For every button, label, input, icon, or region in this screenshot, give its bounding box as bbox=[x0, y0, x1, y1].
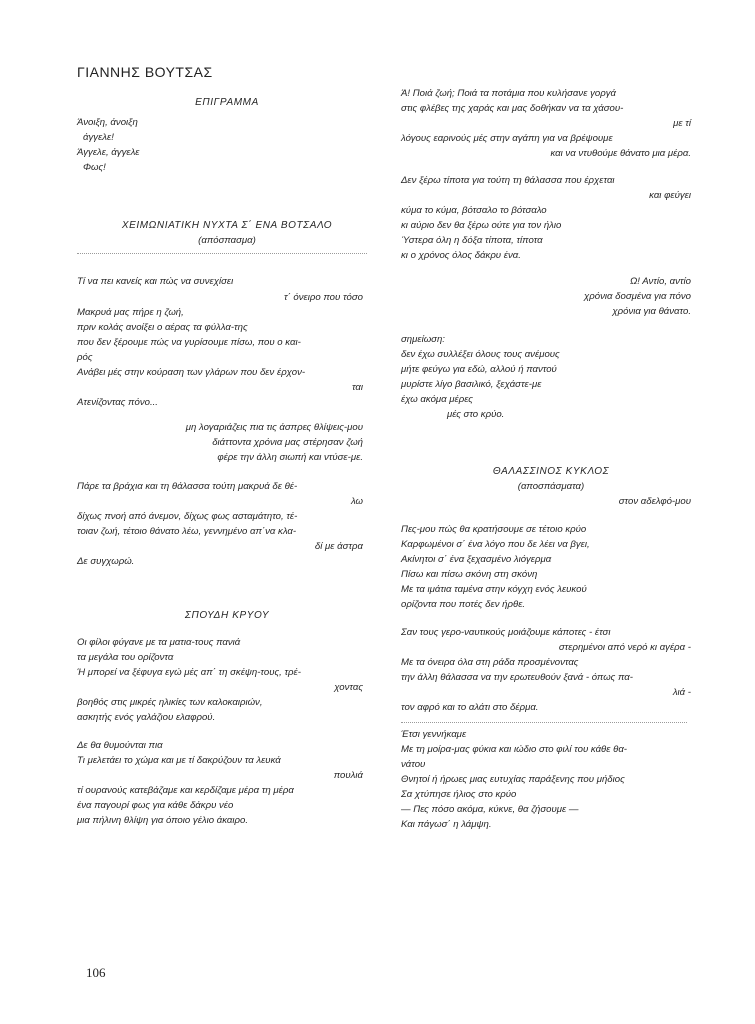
poem-line: κι ο χρόνος όλος δάκρυ ένα. bbox=[401, 250, 521, 261]
poem-line: μές στο κρύο. bbox=[447, 409, 505, 420]
poem-line: πριν κολάς ανοίξει ο αέρας τα φύλλα-της bbox=[77, 322, 248, 333]
poem-line: ασκητής ενός γαλάζιου ελαφρού. bbox=[77, 712, 216, 723]
poem-line: στις φλέβες της χαράς και μας δοθήκαν να τα χάσου- bbox=[401, 103, 624, 114]
divider bbox=[77, 253, 367, 254]
poem-line: — Πες πόσο ακόμα, κύκνε, θα ζήσουμε — bbox=[401, 804, 579, 815]
poem-title-epigram: ΕΠΙΓΡΑΜΜΑ bbox=[195, 97, 259, 108]
poem-line: την άλλη θάλασσα να την ερωτευθούν ξανά - όπως πα- bbox=[401, 672, 633, 683]
poem-line: Ύστερα όλη η δόξα τίποτα, τίποτα bbox=[401, 235, 543, 246]
poem-line: που δεν ξέρουμε πώς να γυρίσουμε πίσω, που ο και- bbox=[77, 337, 301, 348]
poem-line: Με τα όνειρα όλα στη ράδα προσμένοντας bbox=[401, 657, 579, 668]
poem-line: μια πήλινη θλίψη για όποιο γέλιο άκαιρο. bbox=[77, 815, 249, 826]
poem-line: Ή μπορεί να ξέφυγα εγώ μές απ΄ τη σκέψη-τους, τρέ- bbox=[77, 667, 301, 678]
poem-line: διάττοντα χρόνια μας στέρησαν ζωή bbox=[212, 437, 363, 448]
poem-line: Τι μελετάει το χώμα και με τί δακρύζουν τα λευκά bbox=[77, 755, 281, 766]
poem-line: Έτσι γεννήκαμε bbox=[401, 729, 467, 740]
poem-line: Οι φίλοι φύγανε με τα ματια-τους πανιά bbox=[77, 637, 241, 648]
poem-line: Σα χτύπησε ήλιος στο κρύο bbox=[401, 789, 517, 800]
poem-line: Δεν ξέρω τίποτα για τούτη τη θάλασσα που έρχεται bbox=[401, 175, 615, 186]
poem-line: Ακίνητοι σ΄ ένα ξεχασμένο λιόγερμα bbox=[401, 554, 552, 565]
poem-line: τί ουρανούς κατεβάζαμε και κερδίζαμε μέρα τη μέρα bbox=[77, 785, 294, 796]
poem-line: μήτε φεύγω για εδώ, αλλού ή παντού bbox=[401, 364, 557, 375]
poem-line: Φως! bbox=[83, 162, 106, 173]
poem-dedication: στον αδελφό-μου bbox=[618, 496, 691, 507]
poem-line: Άνοιξη, άνοιξη bbox=[77, 117, 138, 128]
poem-line: ται bbox=[351, 382, 363, 393]
poem-line: και να ντυθούμε θάνατο μια μέρα. bbox=[550, 148, 691, 159]
poem-line: λόγους εαρινούς μές στην αγάπη για να βρέψουμε bbox=[401, 133, 613, 144]
poem-line: δεν έχω συλλέξει όλους τους ανέμους bbox=[401, 349, 560, 360]
poem-line: νάτου bbox=[401, 759, 426, 770]
poem-line: μυρίστε λίγο βασιλικό, ξεχάστε-με bbox=[401, 379, 542, 390]
poem-line: ρός bbox=[77, 352, 93, 363]
poem-line: λω bbox=[350, 496, 363, 507]
poem-line: στερημένοι από νερό κι αγέρα - bbox=[558, 642, 691, 653]
poem-line: Άγγελε, άγγελε bbox=[77, 147, 140, 158]
poem-line: χοντας bbox=[334, 682, 363, 693]
poem-line: Δε συγχωρώ. bbox=[77, 556, 135, 567]
poem-line: Με τη μοίρα-μας φύκια και ιώδιο στο φιλί του κάθε θα- bbox=[401, 744, 627, 755]
poem-line: Ατενίζοντας πόνο... bbox=[77, 397, 158, 408]
poem-line: με τί bbox=[673, 118, 691, 129]
poem-line: άγγελε! bbox=[83, 132, 114, 143]
poem-line: Με τα ιμάτια ταμένα στην κόγχη ενός λευκού bbox=[401, 584, 587, 595]
poem-line: Πίσω και πίσω σκόνη στη σκόνη bbox=[401, 569, 538, 580]
poem-line: τον αφρό και το αλάτι στο δέρμα. bbox=[401, 702, 539, 713]
poem-line: τοιαν ζωή, τέτοιο θάνατο λέω, γεννημένο απ΄να κλα- bbox=[77, 526, 297, 537]
poem-line: Θνητοί ή ήρωες μιας ευτυχίας παράξενης που μήδιος bbox=[401, 774, 625, 785]
poem-line: και φεύγει bbox=[649, 190, 691, 201]
poem-line: βοηθός στις μικρές ηλικίες των καλοκαιριών, bbox=[77, 697, 263, 708]
poem-line: δί με άστρα bbox=[314, 541, 363, 552]
note-label: σημείωση: bbox=[401, 334, 445, 345]
author-name: ΓΙΑΝΝΗΣ ΒΟΥΤΣΑΣ bbox=[77, 64, 213, 80]
poem-line: Πες-μου πώς θα κρατήσουμε σε τέτοιο κρύο bbox=[401, 524, 587, 535]
poem-line: Καρφωμένοι σ΄ ένα λόγο που δε λέει να βγει, bbox=[401, 539, 590, 550]
poem-subtitle: (απόσπασμα) bbox=[198, 235, 256, 246]
poem-line: ορίζοντα που ποτές δεν ήρθε. bbox=[401, 599, 526, 610]
poem-line: τ΄ όνειρο που τόσο bbox=[283, 292, 363, 303]
divider bbox=[401, 722, 687, 723]
poem-line: κύμα το κύμα, βότσαλο το βότσαλο bbox=[401, 205, 547, 216]
poem-line: Δε θα θυμούνται πια bbox=[77, 740, 163, 751]
poem-line: Και πάγωσ΄ η λάμψη. bbox=[401, 819, 492, 830]
poem-line: μη λογαριάζεις πια τις άσπρες θλίψεις-μου bbox=[185, 422, 363, 433]
poem-line: φέρε την άλλη σιωπή και ντύσε-με. bbox=[217, 452, 363, 463]
poem-line: Τί να πει κανείς και πώς να συνεχίσει bbox=[77, 276, 234, 287]
poem-line: χρόνια δοσμένα για πόνο bbox=[584, 291, 691, 302]
poem-title-winter-night: ΧΕΙΜΩΝΙΑΤΙΚΗ ΝΥΧΤΑ Σ΄ ΕΝΑ ΒΟΤΣΑΛΟ bbox=[121, 220, 333, 231]
poem-subtitle: (αποσπάσματα) bbox=[517, 481, 585, 492]
poem-line: τα μεγάλα του ορίζοντα bbox=[77, 652, 174, 663]
poem-line: ένα παγουρί φως για κάθε δάκρυ νέο bbox=[77, 800, 234, 811]
poem-line: Ανάβει μές στην κούραση των γλάρων που δεν έρχον- bbox=[77, 367, 306, 378]
poem-line: Πάρε τα βράχια και τη θάλασσα τούτη μακρυά δε θέ- bbox=[77, 481, 298, 492]
poem-line: έχω ακόμα μέρες bbox=[401, 394, 473, 405]
poem-title-sea-circle: ΘΑΛΑΣΣΙΝΟΣ ΚΥΚΛΟΣ bbox=[492, 466, 610, 477]
poem-line: Ω! Αντίο, αντίο bbox=[629, 276, 691, 287]
poem-line: Μακρυά μας πήρε η ζωή, bbox=[77, 307, 184, 318]
poem-line: λιά - bbox=[672, 687, 691, 698]
poem-line: χρόνια για θάνατο. bbox=[612, 306, 691, 317]
poem-title-haste-of-cold: ΣΠΟΥΔΗ ΚΡΥΟΥ bbox=[184, 610, 270, 621]
poem-line: δίχως πνοή από άνεμον, δίχως φως ασταμάτητο, τέ- bbox=[77, 511, 298, 522]
page-number: 106 bbox=[86, 965, 106, 980]
poem-line: κι αύριο δεν θα ξέρω ούτε για τον ήλιο bbox=[401, 220, 562, 231]
poem-line: Ά! Ποιά ζωή; Ποιά τα ποτάμια που κυλήσανε γοργά bbox=[401, 88, 616, 99]
poem-line: Σαν τους γερο-ναυτικούς μοιάζουμε κάποτες - έτσι bbox=[401, 627, 611, 638]
poem-line: πουλιά bbox=[333, 770, 363, 781]
